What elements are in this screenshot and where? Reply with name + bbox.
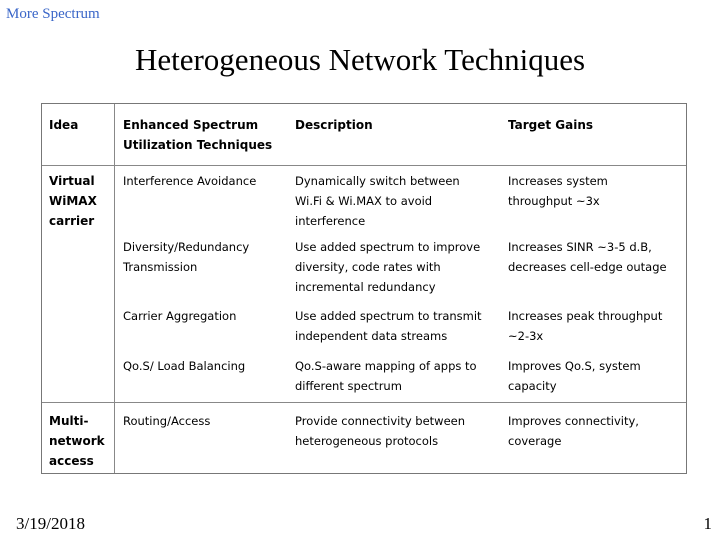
column-header-gains: Target Gains <box>508 118 594 132</box>
row-description: Use added spectrum to improve diversity, code rates with incremental redundancy <box>295 240 481 294</box>
row-technique: Carrier Aggregation <box>123 309 237 323</box>
row-technique: Diversity/Redundancy Transmission <box>123 240 250 274</box>
row-description: Use added spectrum to transmit independent data streams <box>295 309 482 343</box>
row-description: Provide connectivity between heterogeneous protocols <box>295 414 466 448</box>
column-header-idea: Idea <box>49 118 79 132</box>
header-label: More Spectrum <box>6 6 100 22</box>
page-title: Heterogeneous Network Techniques <box>134 42 586 77</box>
techniques-table <box>41 103 687 474</box>
row-gains: Improves connectivity, coverage <box>508 414 639 448</box>
row-idea: Virtual WiMAX carrier <box>49 174 97 228</box>
row-technique: Qo.S/ Load Balancing <box>123 359 246 373</box>
page-number: 1 <box>703 514 712 533</box>
column-header-technique: Enhanced Spectrum Utilization Techniques <box>123 118 273 152</box>
row-technique: Interference Avoidance <box>123 174 257 188</box>
column-divider <box>114 104 115 473</box>
row-gains: Increases peak throughput ~2-3x <box>508 309 663 343</box>
row-idea: Multi- network access <box>49 414 105 468</box>
group-divider <box>42 402 686 403</box>
footer-date: 3/19/2018 <box>16 514 85 533</box>
column-header-description: Description <box>295 118 373 132</box>
row-gains: Increases system throughput ~3x <box>508 174 608 208</box>
header-divider <box>42 165 686 166</box>
row-description: Dynamically switch between Wi.Fi & Wi.MAX to avoid interference <box>295 174 460 228</box>
row-technique: Routing/Access <box>123 414 211 428</box>
row-description: Qo.S-aware mapping of apps to different spectrum <box>295 359 477 393</box>
row-gains: Improves Qo.S, system capacity <box>508 359 641 393</box>
row-gains: Increases SINR ~3-5 d.B, decreases cell-edge outage <box>508 240 667 274</box>
